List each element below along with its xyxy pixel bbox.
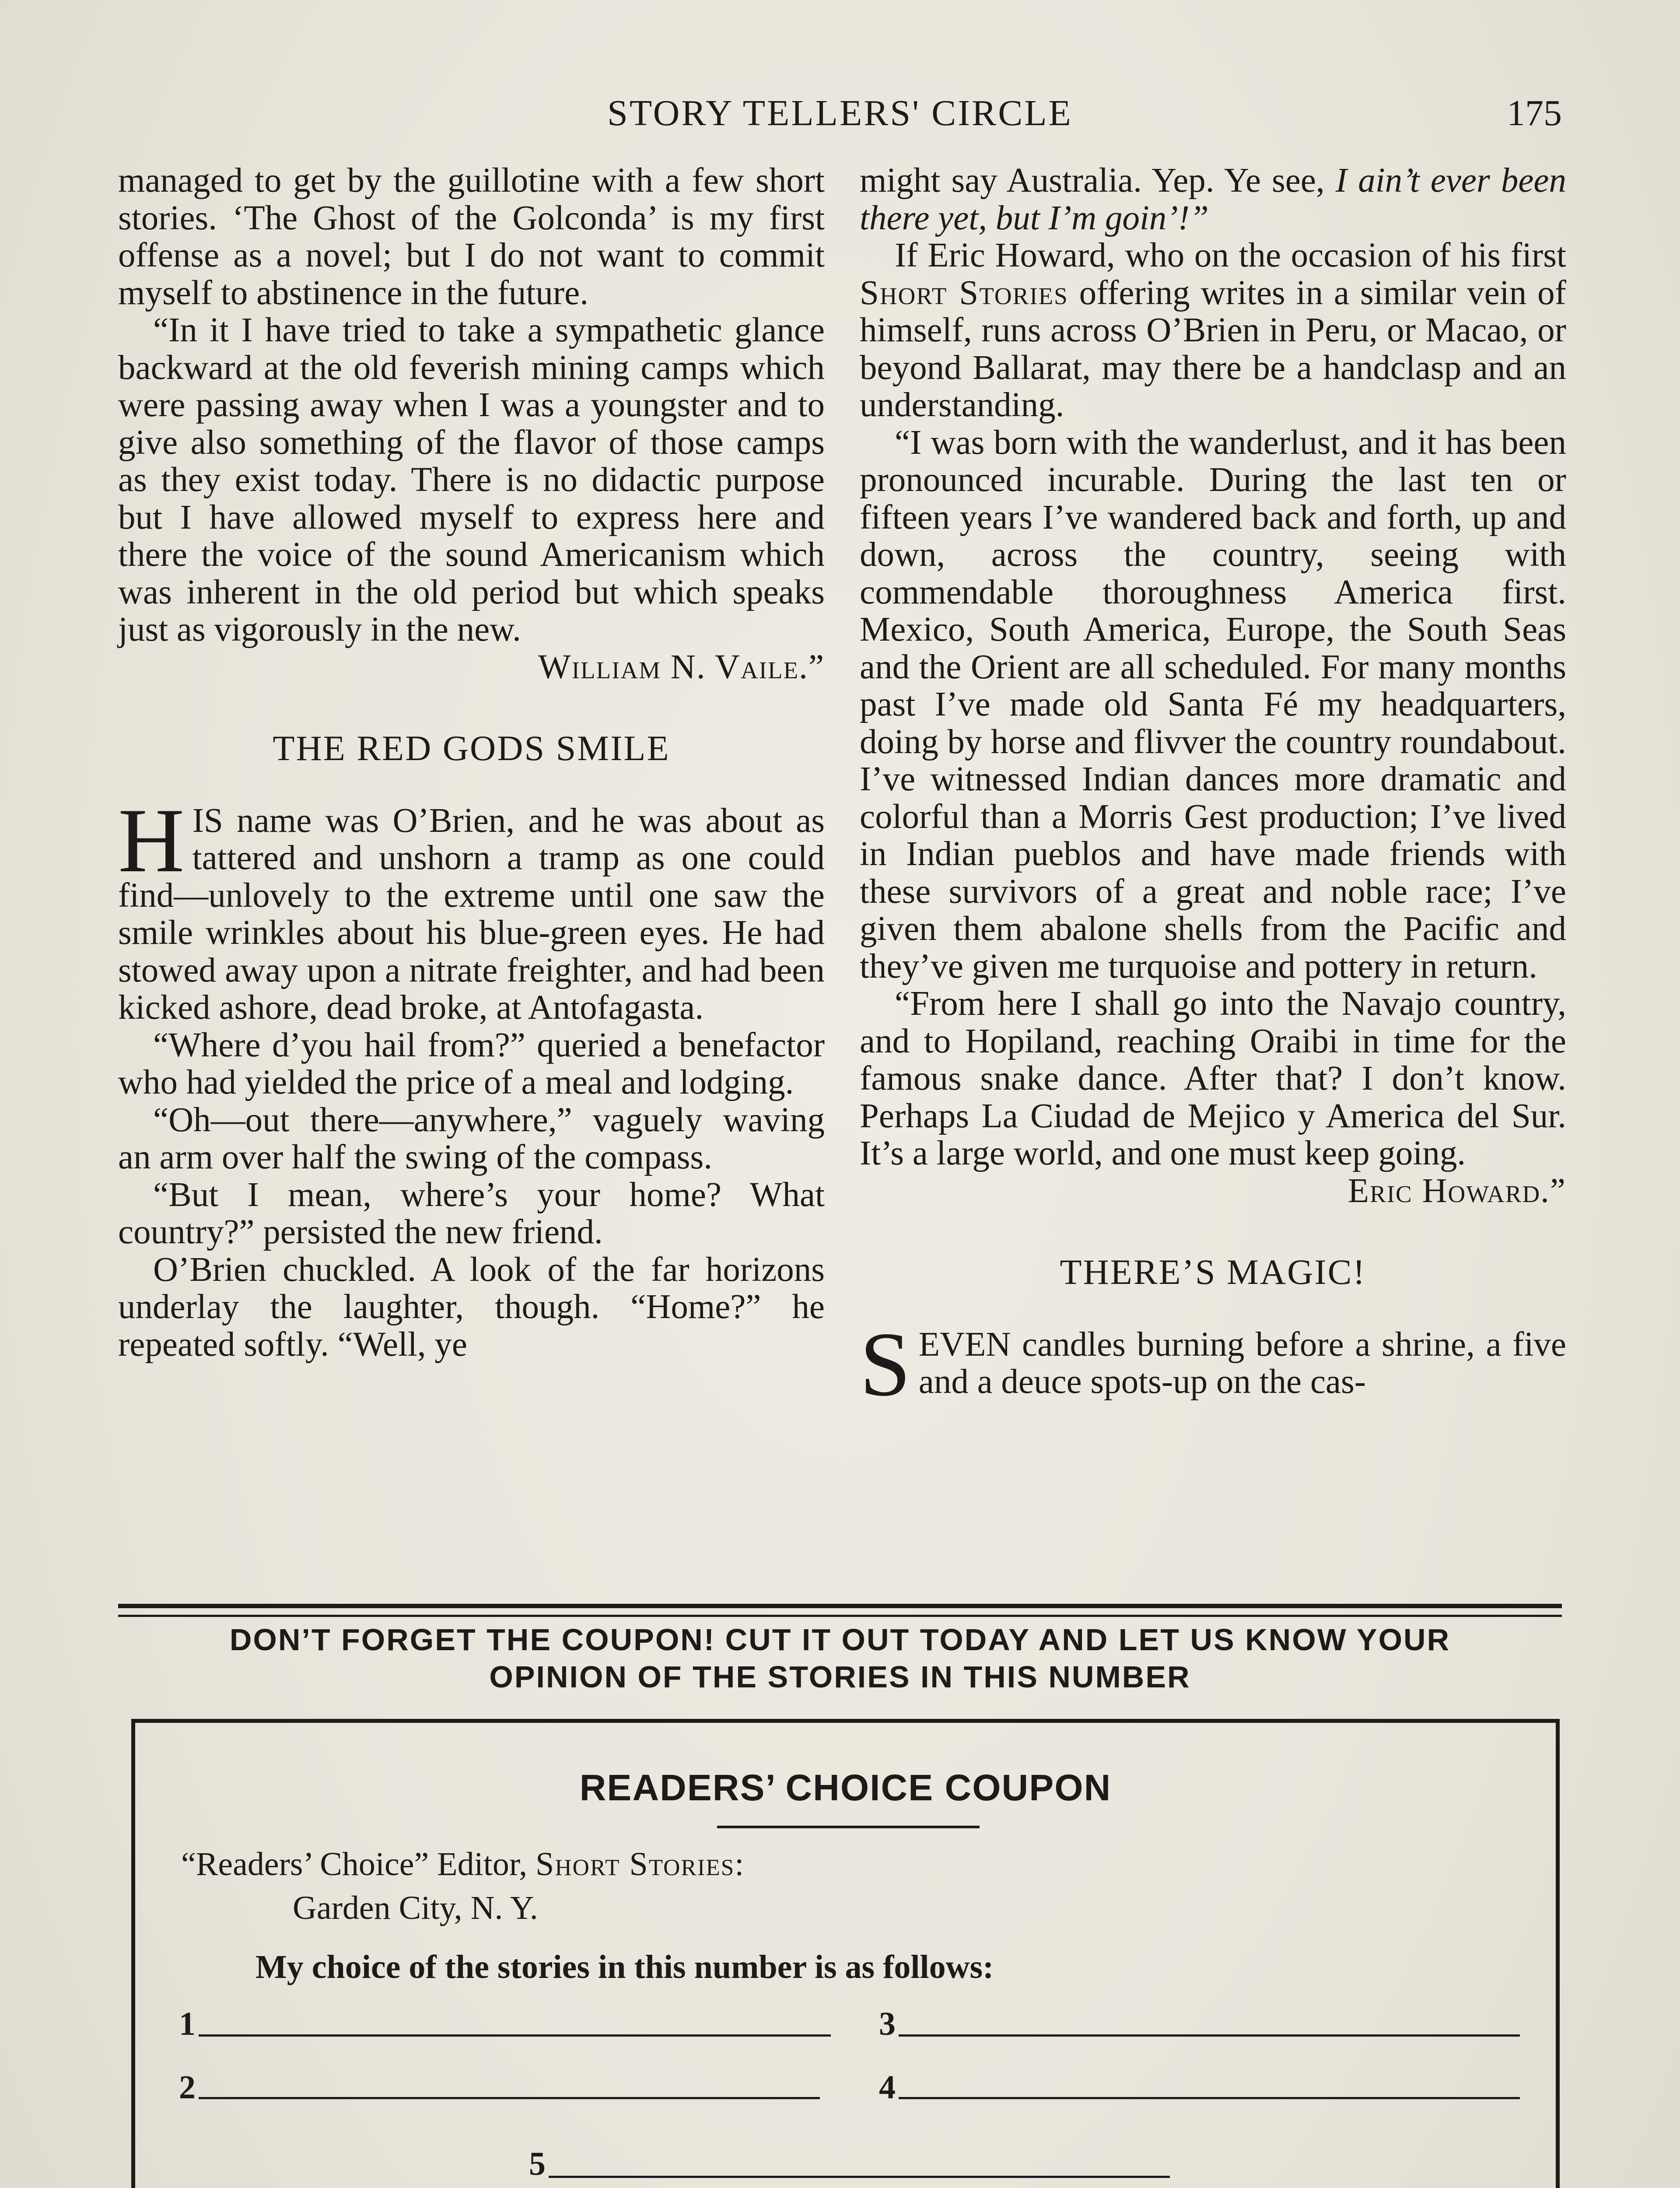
author-signature: Eric Howard.” bbox=[1348, 1171, 1566, 1210]
paragraph: “Where d’you hail from?” queried a benefactor who had yielded the price of a meal and lodging. bbox=[118, 1026, 825, 1101]
readers-choice-coupon bbox=[131, 1719, 1560, 2188]
choice-4-blank[interactable] bbox=[899, 2097, 1520, 2099]
choice-2-blank[interactable] bbox=[199, 2097, 820, 2099]
choice-number: 1 bbox=[179, 2006, 196, 2042]
paragraph bbox=[860, 1313, 1566, 1415]
paragraph-text: If Eric Howard, who on the occasion of his first bbox=[895, 236, 1566, 274]
choice-number: 2 bbox=[179, 2069, 196, 2106]
paragraph-text: might say Australia. Yep. Ye see, bbox=[860, 161, 1336, 200]
paragraph bbox=[118, 789, 825, 1027]
page-number: 175 bbox=[1507, 93, 1562, 133]
drop-cap: H bbox=[118, 789, 185, 891]
choice-1-blank[interactable] bbox=[199, 2034, 831, 2037]
paragraph: “Oh—out there—anywhere,” vaguely waving an arm over half the swing of the compass. bbox=[118, 1101, 825, 1176]
paragraph: “From here I shall go into the Navajo country, and to Hopiland, reaching Oraibi in time for the famous snake dance. After that? I don’t know. Perhaps La Ciudad de Mejico y America del Sur. It’s a large world, and one must keep going. bbox=[860, 985, 1566, 1172]
coupon-notice bbox=[131, 1621, 1549, 1696]
paragraph-text: IS name was O’Brien, and he was about as tattered and unshorn a tramp as one could find—unlovely to the extreme until one saw the smile wrinkles about his blue-green eyes. He had stowed away upon a nitrate freighter, and had been kicked ashore, dead broke, at Antofagasta. bbox=[118, 801, 825, 1027]
choice-prompt: My choice of the stories in this number is as follows: bbox=[256, 1949, 994, 1985]
section-heading: THE RED GODS SMILE bbox=[273, 728, 670, 768]
paragraph: “But I mean, where’s your home? What country?” persisted the new friend. bbox=[118, 1175, 825, 1251]
paragraph bbox=[860, 162, 1566, 237]
left-column bbox=[118, 162, 825, 1363]
divider-rule bbox=[118, 1604, 1562, 1608]
author-signature: William N. Vaile.” bbox=[538, 648, 825, 686]
notice-line: DON’T FORGET THE COUPON! CUT IT OUT TODAY AND LET US KNOW YOUR bbox=[229, 1623, 1451, 1657]
divider-rule bbox=[118, 1615, 1562, 1617]
title-underline bbox=[717, 1826, 980, 1828]
italic-text: I ain’t ever been there yet, but I’m goin’!” bbox=[860, 161, 1566, 237]
running-head bbox=[118, 92, 1562, 140]
paragraph-text: offering writes in a similar vein of himself, runs across O’Brien in Peru, or Macao, or beyond Ballarat, may there be a handclasp and an understanding. bbox=[860, 274, 1566, 424]
paragraph: O’Brien chuckled. A look of the far horizons underlay the laughter, though. “Home?” he repeated softly. “Well, ye bbox=[118, 1250, 825, 1364]
paragraph: managed to get by the guillotine with a few short stories. ‘The Ghost of the Golconda’ is my first offense as a novel; but I do not want to commit myself to abstinence in the future. bbox=[118, 161, 825, 312]
right-column bbox=[860, 161, 1566, 1415]
notice-line: OPINION OF THE STORIES IN THIS NUMBER bbox=[489, 1660, 1191, 1694]
choice-number: 4 bbox=[879, 2069, 896, 2106]
magazine-name: Short Stories bbox=[860, 274, 1068, 312]
paragraph bbox=[860, 237, 1566, 424]
choice-3-blank[interactable] bbox=[899, 2034, 1520, 2037]
paragraph: “I was born with the wanderlust, and it has been pronounced incurable. During the last ten or fifteen years I’ve wandered back and forth, up and down, across the country, seeing with commendable thoroughness America first. Mexico, South America, Europe, the South Seas and the Orient are all scheduled. For many months past I’ve made old Santa Fé my headquarters, doing by horse and flivver the country roundabout. I’ve witnessed Indian dances more dramatic and colorful than a Morris Gest production; I’ve lived in Indian pueblos and have made friends with these survivors of a great and noble race; I’ve given them abalone shells from the Pacific and they’ve given me turquoise and pottery in return. bbox=[860, 423, 1566, 985]
section-heading: THERE’S MAGIC! bbox=[1060, 1252, 1366, 1292]
choice-5-blank[interactable] bbox=[549, 2176, 1170, 2178]
editor-line bbox=[181, 1845, 745, 1883]
drop-cap: S bbox=[860, 1313, 911, 1415]
choice-number: 3 bbox=[879, 2006, 896, 2042]
paragraph: “In it I have tried to take a sympathetic glance backward at the old feverish mining camps which were passing away when I was a youngster and to give also something of the flavor of those camps as they exist today. There is no didactic purpose but I have allowed myself to express here and there the voice of the sound Americanism which was inherent in the old period but which speaks just as vigorously in the new. bbox=[118, 311, 825, 649]
coupon-title: READERS’ CHOICE COUPON bbox=[579, 1767, 1112, 1808]
page-title: STORY TELLERS' CIRCLE bbox=[607, 93, 1073, 133]
choice-number: 5 bbox=[529, 2146, 546, 2182]
editor-address: Garden City, N. Y. bbox=[293, 1890, 538, 1926]
magazine-name: Short Stories: bbox=[536, 1846, 745, 1883]
editor-text: “Readers’ Choice” Editor, bbox=[181, 1846, 536, 1883]
paragraph-text: EVEN candles burning before a shrine, a five and a deuce spots-up on the cas- bbox=[918, 1325, 1566, 1401]
